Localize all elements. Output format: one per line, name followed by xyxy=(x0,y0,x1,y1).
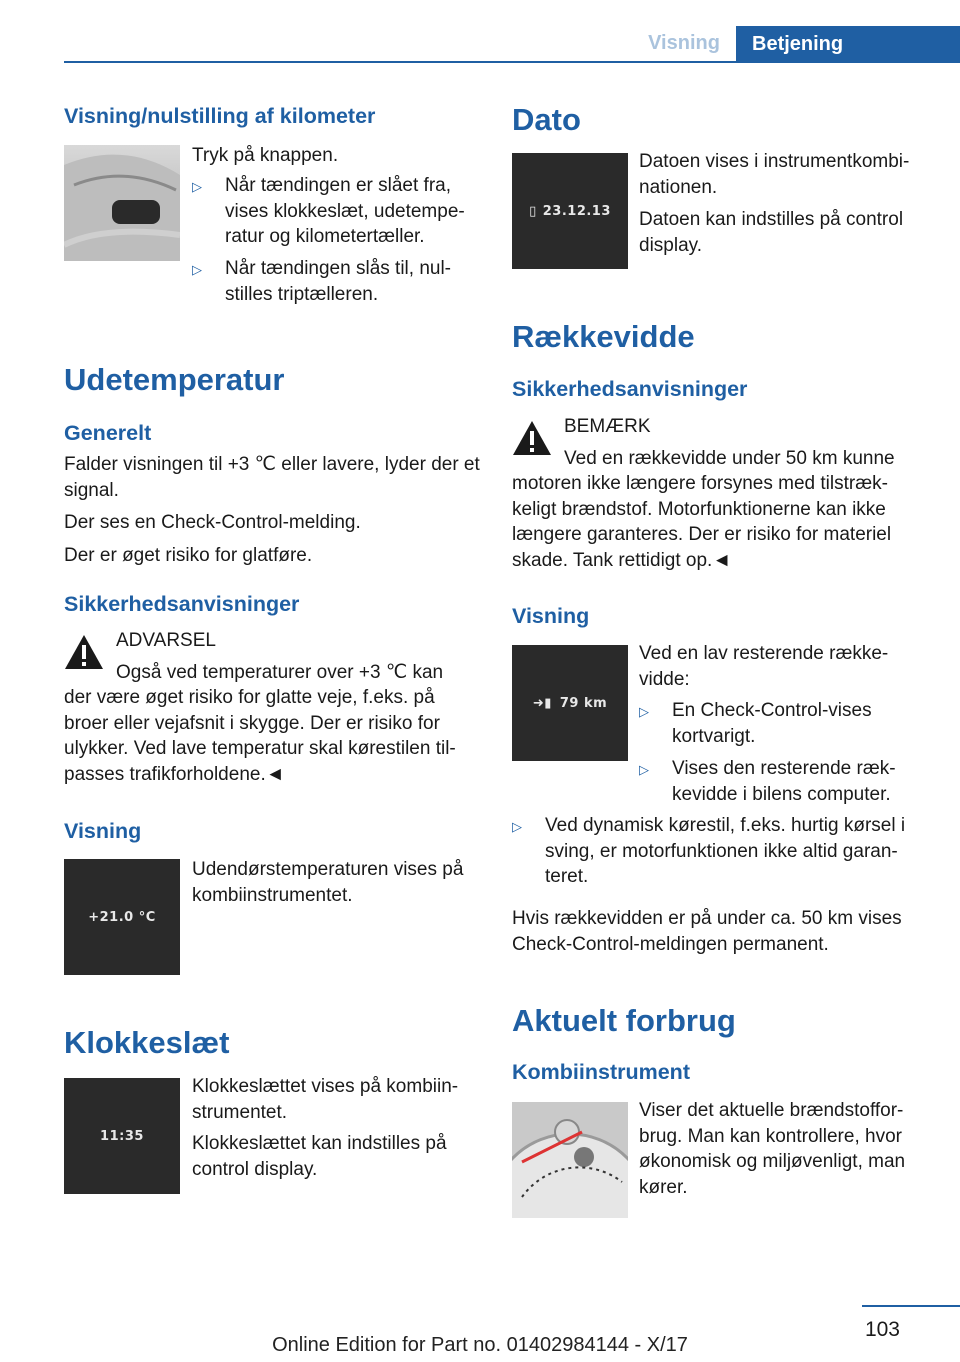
km-bullet-2: Når tændingen slås til, nul- stilles triptælleren. xyxy=(225,258,451,305)
clock-display-image xyxy=(64,1078,180,1194)
dato-p1: Datoen vises i instrumentkombi- nationen. xyxy=(639,151,910,198)
bemaerk-text-first: Ved en rækkevidde under 50 km kunne xyxy=(564,448,895,469)
tab-betjening: Betjening xyxy=(736,26,960,62)
km-title: Visning/nulstilling af kilometer xyxy=(64,104,376,128)
kombi-title: Kombiinstrument xyxy=(512,1060,690,1084)
visning-title-right: Visning xyxy=(512,604,590,628)
visning-text-left: Udendørstemperaturen vises på kombiinstrumentet. xyxy=(192,859,464,906)
bemaerk-label: BEMÆRK xyxy=(564,416,651,437)
bullet-triangle-icon: ▷ xyxy=(639,704,649,719)
bullet-triangle-icon: ▷ xyxy=(639,762,649,777)
forbrug-title: Aktuelt forbrug xyxy=(512,1003,736,1038)
raekke-title: Rækkevidde xyxy=(512,319,695,354)
bemaerk-text: motoren ikke længere forsynes med tilstræk- keligt brændstof. Motorfunktionerne kan ikke længere garanteres. Der er risiko for materiel skade. Tank rettidigt op.◄ xyxy=(512,473,892,571)
klokke-title: Klokkeslæt xyxy=(64,1025,230,1060)
footer-rule xyxy=(862,1305,960,1307)
temperature-display: +21.0 °C xyxy=(88,909,156,925)
bullet-triangle-icon: ▷ xyxy=(192,262,202,277)
generelt-p3: Der er øget risiko for glatføre. xyxy=(64,545,313,566)
gauge-needle-icon xyxy=(512,1102,628,1218)
gauge-image xyxy=(512,1102,628,1218)
advarsel-text-first: Også ved temperaturer over +3 ℃ kan xyxy=(116,662,444,683)
tab-visning: Visning xyxy=(648,32,720,54)
km-intro: Tryk på knappen. xyxy=(192,145,339,166)
klokke-p2: Klokkeslættet kan indstilles på control display. xyxy=(192,1133,447,1180)
knob-button-icon xyxy=(64,145,180,261)
generelt-p2: Der ses en Check-Control-melding. xyxy=(64,512,361,533)
udetemp-title: Udetemperatur xyxy=(64,362,285,397)
km-bullet-1: Når tændingen er slået fra, vises klokkeslæt, udetempe- ratur og kilometertæller. xyxy=(225,175,465,247)
vis-bullet-3: Ved dynamisk kørestil, f.eks. hurtig kørsel i sving, er motorfunktionen ikke altid garan- teret. xyxy=(545,815,906,887)
page-number: 103 xyxy=(864,1318,900,1341)
generelt-title: Generelt xyxy=(64,421,152,445)
warning-triangle-icon xyxy=(512,420,552,456)
range-display: 79 km xyxy=(559,695,608,711)
sikker-title-right: Sikkerhedsanvisninger xyxy=(512,377,748,401)
button-image xyxy=(64,145,180,261)
vis-bullet-1: En Check-Control-vises kortvarigt. xyxy=(672,700,872,747)
header-rule xyxy=(64,61,960,63)
klokke-p1: Klokkeslættet vises på kombiin- strumentet. xyxy=(192,1076,459,1123)
generelt-p1: Falder visningen til +3 ℃ eller lavere, lyder der et signal. xyxy=(64,454,480,501)
edition-footer: Online Edition for Part no. 01402984144 - X/17 xyxy=(272,1334,688,1356)
bullet-triangle-icon: ▷ xyxy=(192,179,202,194)
warning-triangle-icon xyxy=(64,634,104,670)
visning-text-right: Ved en lav resterende række- vidde: xyxy=(639,643,889,690)
date-display: 23.12.13 xyxy=(542,203,611,219)
fuel-pump-icon: ➜▮ xyxy=(532,695,552,711)
clock-display: 11:35 xyxy=(100,1128,144,1144)
vis-bullet-2: Vises den resterende ræk- kevidde i bilens computer. xyxy=(672,758,896,805)
visning-title-left: Visning xyxy=(64,819,142,843)
bullet-triangle-icon: ▷ xyxy=(512,819,522,834)
dato-p2: Datoen kan indstilles på control display. xyxy=(639,209,904,256)
dato-title: Dato xyxy=(512,102,581,137)
advarsel-label: ADVARSEL xyxy=(116,630,216,651)
date-display-image xyxy=(512,153,628,269)
sikker-title-left: Sikkerhedsanvisninger xyxy=(64,592,300,616)
range-display-image xyxy=(512,645,628,761)
vis-paragraph: Hvis rækkevidden er på under ca. 50 km vises Check-Control-meldingen permanent. xyxy=(512,908,902,955)
kombi-text: Viser det aktuelle brændstoffor- brug. Man kan kontrollere, hvor økonomisk og miljøvenligt, man kører. xyxy=(639,1100,906,1198)
temperature-display-image xyxy=(64,859,180,975)
calendar-icon: ▯ xyxy=(529,203,537,219)
advarsel-text: der være øget risiko for glatte veje, f.eks. på broer eller vejafsnit i skygge. Der er risiko for ulykker. Ved lave temperatur skal kørestilen til- passes trafikforholdene.◄ xyxy=(64,687,456,785)
